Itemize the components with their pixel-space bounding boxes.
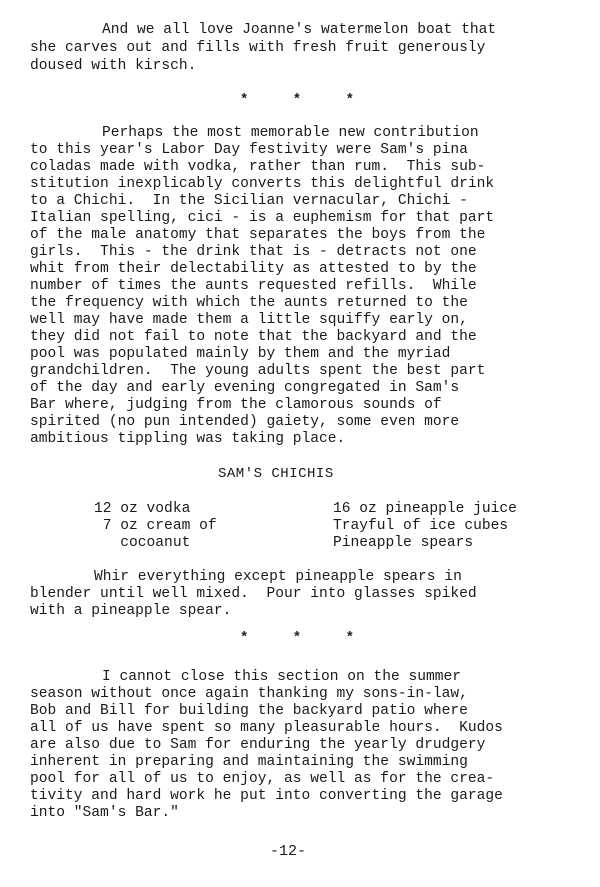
text-line: the frequency with which the aunts returned to the: [30, 295, 468, 311]
text-line: season without once again thanking my sons-in-law,: [30, 686, 468, 702]
section-separator: * * *: [240, 630, 373, 646]
text-line: Bob and Bill for building the backyard patio where: [30, 703, 468, 719]
text-line: coladas made with vodka, rather than rum. This sub-: [30, 159, 486, 175]
section-separator: * * *: [240, 92, 373, 108]
text-line: And we all love Joanne's watermelon boat that: [102, 22, 497, 38]
text-line: she carves out and fills with fresh fruit generously: [30, 40, 486, 56]
text-line: Italian spelling, cici - is a euphemism for that part: [30, 210, 495, 226]
text-line: tivity and hard work he put into converting the garage: [30, 788, 503, 804]
text-line: are also due to Sam for enduring the yearly drudgery: [30, 737, 486, 753]
text-line: pool for all of us to enjoy, as well as for the crea-: [30, 771, 495, 787]
text-line: doused with kirsch.: [30, 58, 197, 74]
text-line: of the day and early evening congregated in Sam's: [30, 380, 460, 396]
text-line: blender until well mixed. Pour into glasses spiked: [30, 586, 477, 602]
text-line: into "Sam's Bar.": [30, 805, 179, 821]
text-line: of the male anatomy that separates the boys from the: [30, 227, 486, 243]
text-line: all of us have spent so many pleasurable hours. Kudos: [30, 720, 503, 736]
text-line: grandchildren. The young adults spent the best part: [30, 363, 486, 379]
text-line: ambitious tippling was taking place.: [30, 431, 346, 447]
ingredient-left: cocoanut: [94, 535, 191, 551]
text-line: they did not fail to note that the backyard and the: [30, 329, 477, 345]
text-line: number of times the aunts requested refills. While: [30, 278, 477, 294]
ingredient-left: 12 oz vodka: [94, 501, 191, 517]
page-number: -12-: [270, 843, 307, 860]
recipe-title: SAM'S CHICHIS: [218, 466, 334, 482]
text-line: Bar where, judging from the clamorous sounds of: [30, 397, 442, 413]
text-line: with a pineapple spear.: [30, 603, 232, 619]
text-line: spirited (no pun intended) gaiety, some even more: [30, 414, 460, 430]
ingredient-right: Pineapple spears: [333, 535, 474, 551]
ingredient-right: 16 oz pineapple juice: [333, 501, 517, 517]
text-line: whit from their delectability as attested to by the: [30, 261, 477, 277]
text-line: inherent in preparing and maintaining the swimming: [30, 754, 468, 770]
text-line: Perhaps the most memorable new contribution: [102, 125, 479, 141]
text-line: Whir everything except pineapple spears in: [94, 569, 462, 585]
text-line: girls. This - the drink that is - detracts not one: [30, 244, 477, 260]
text-line: to this year's Labor Day festivity were Sam's pina: [30, 142, 468, 158]
text-line: I cannot close this section on the summer: [102, 669, 462, 685]
ingredient-right: Trayful of ice cubes: [333, 518, 509, 534]
text-line: to a Chichi. In the Sicilian vernacular, Chichi -: [30, 193, 468, 209]
text-line: well may have made them a little squiffy early on,: [30, 312, 468, 328]
text-line: stitution inexplicably converts this delightful drink: [30, 176, 495, 192]
ingredient-left: 7 oz cream of: [94, 518, 217, 534]
text-line: pool was populated mainly by them and the myriad: [30, 346, 451, 362]
